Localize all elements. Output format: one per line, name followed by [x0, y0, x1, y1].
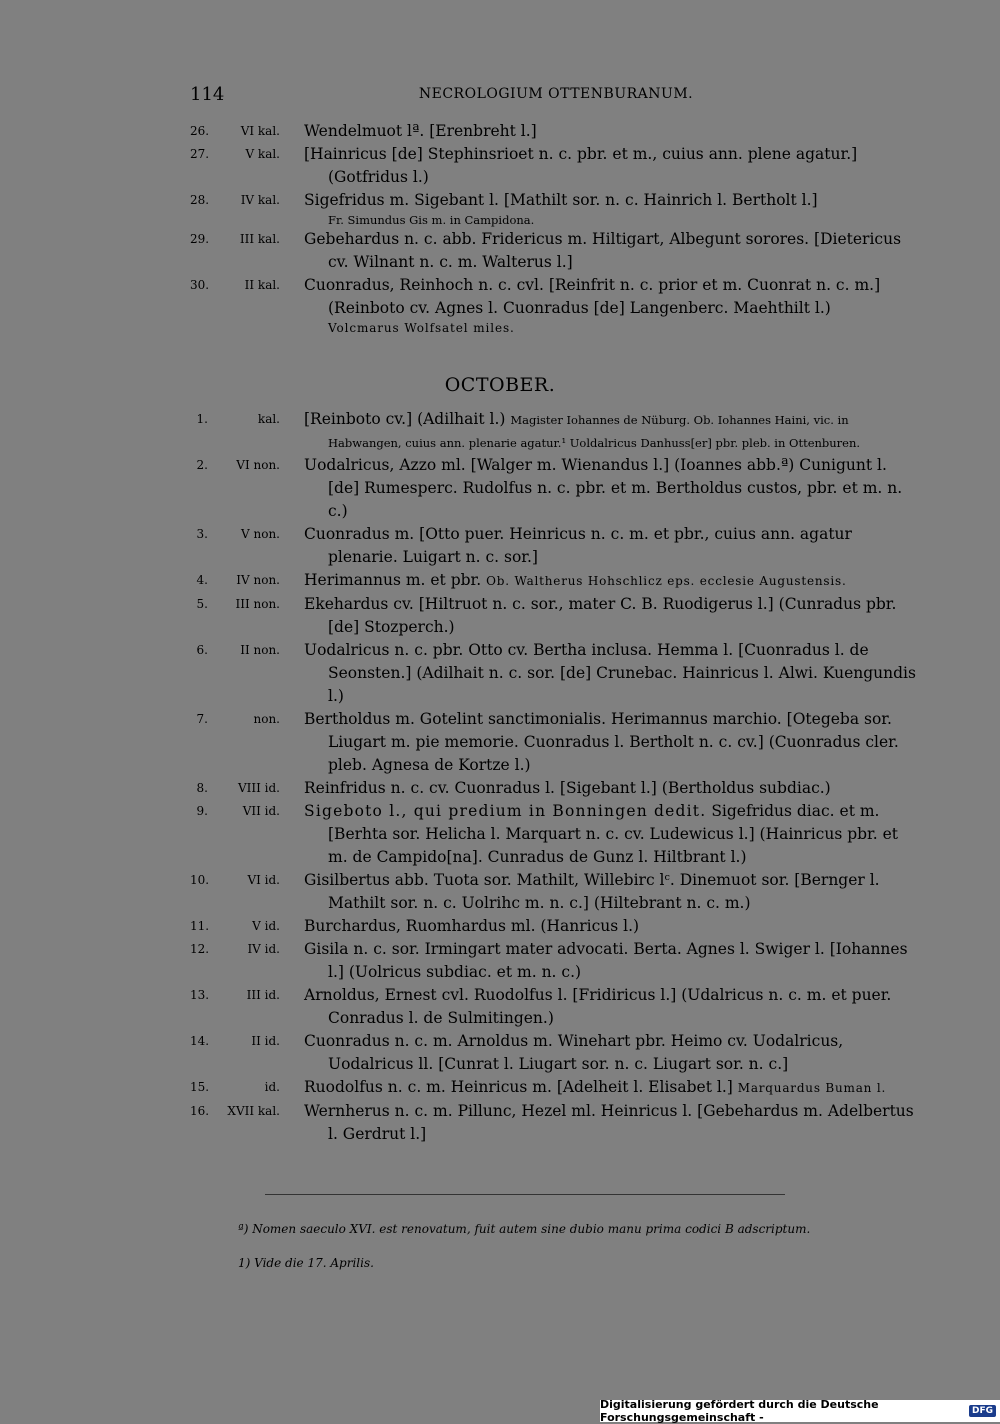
entry-day: 29.	[190, 232, 210, 246]
entry-date: VIII id.	[237, 781, 280, 795]
entry-main: [Reinboto cv.] (Adilhait l.)	[304, 410, 506, 428]
entry-day: 8.	[196, 781, 208, 795]
entry-date: IV id.	[247, 942, 280, 956]
entry-text: Sigefridus m. Sigebant l. [Mathilt sor. n. c. Hainrich l. Bertholt l.]	[304, 191, 818, 209]
entry-text: Burchardus, Ruomhardus ml. (Hanricus l.)	[304, 917, 640, 935]
entry-main: Sigefridus diac. et m. [Berhta sor. Helicha l. Marquart n. c. cv. Ludewicus l.] (Hainricus pbr. et m. de Campido[na]. Cunradus de Gunz l. Hiltbrant l.)	[328, 802, 899, 866]
entry-date: IV kal.	[240, 193, 280, 207]
running-title: NECROLOGIUM OTTENBURANUM.	[418, 86, 694, 102]
footnote-divider	[265, 1194, 785, 1195]
entry-text: [Hainricus [de] Stephinsrioet n. c. pbr. et m., cuius ann. plene agatur.] (Gotfridus l.)	[304, 145, 858, 186]
section-title: OCTOBER.	[444, 374, 556, 396]
entry-day: 14.	[190, 1034, 210, 1048]
entry-date: VI id.	[247, 873, 280, 887]
list-item	[190, 1076, 930, 1100]
entry-day: 2.	[196, 458, 208, 472]
entry-text	[304, 1076, 922, 1100]
entry-text: Uodalricus n. c. pbr. Otto cv. Bertha inclusa. Hemma l. [Cuonradus l. de Seonsten.] (Adilhait n. c. sor. [de] Crunebac. Hainricus l. Alwi. Kuengundis l.)	[304, 641, 916, 705]
entry-text: Reinfridus n. c. cv. Cuonradus l. [Sigebant l.] (Bertholdus subdiac.)	[304, 779, 831, 797]
dfg-logo: DFG	[969, 1405, 996, 1417]
entry-date: II non.	[240, 643, 280, 657]
entry-text: Cuonradus m. [Otto puer. Heinricus n. c. m. et pbr., cuius ann. agatur plenarie. Luigart n. c. sor.]	[304, 525, 852, 566]
list-item	[190, 938, 930, 984]
list-item	[190, 189, 930, 228]
entry-day: 3.	[196, 527, 208, 541]
entry-note: Magister Iohannes de Nüburg. Ob. Iohannes Haini, vic. in Habwangen, cuius ann. plenarie agatur.¹ Uoldalricus Danhuss[er] pbr. pleb. in Ottenburen.	[328, 413, 861, 450]
list-item	[190, 120, 930, 143]
entry-text: Uodalricus, Azzo ml. [Walger m. Wienandus l.] (Ioannes abb.ª) Cunigunt l. [de] Rumesperc. Rudolfus n. c. pbr. et m. Bertholdus custos, pbr. et m. n. c.)	[304, 456, 903, 520]
entry-date: II kal.	[244, 278, 280, 292]
entry-day: 1.	[196, 412, 208, 426]
entry-date: XVII kal.	[227, 1104, 280, 1118]
entry-day: 6.	[196, 643, 208, 657]
entry-text: Cuonradus, Reinhoch n. c. cvl. [Reinfrit n. c. prior et m. Cuonrat n. c. m.] (Reinboto cv. Agnes l. Cuonradus [de] Langenberc. Maehthilt l.)	[304, 276, 881, 317]
list-item	[190, 800, 930, 869]
entry-main: Ruodolfus n. c. m. Heinricus m. [Adelheit l. Elisabet l.]	[304, 1078, 733, 1096]
entry-text: Bertholdus m. Gotelint sanctimonialis. Herimannus marchio. [Otegeba sor. Liugart m. pie memorie. Cuonradus l. Bertholt n. c. cv.] (Cuonradus cler. pleb. Agnesa de Kortze l.)	[304, 710, 899, 774]
entry-day: 13.	[190, 988, 210, 1002]
list-item	[190, 869, 930, 915]
entry-day: 15.	[190, 1080, 210, 1094]
entry-main: Herimannus m. et pbr.	[304, 571, 482, 589]
entry-date: III kal.	[239, 232, 280, 246]
entry-date: VI kal.	[240, 124, 280, 138]
entry-date: VI non.	[236, 458, 280, 472]
september-entries	[190, 120, 930, 336]
list-item	[190, 639, 930, 708]
entry-day: 7.	[196, 712, 208, 726]
entry-date: V kal.	[245, 147, 280, 161]
list-item	[190, 454, 930, 523]
entry-day: 11.	[190, 919, 210, 933]
entry-date: non.	[253, 712, 280, 726]
entry-note: Volcmarus Wolfsatel miles.	[328, 321, 515, 335]
page-number: 114	[190, 84, 225, 105]
entry-date: IV non.	[236, 573, 280, 587]
list-item	[190, 523, 930, 569]
funding-banner	[600, 1400, 1000, 1422]
entry-day: 28.	[190, 193, 210, 207]
entry-note: Ob. Waltherus Hohschlicz eps. ecclesie Augustensis.	[486, 574, 847, 588]
entry-date: kal.	[257, 412, 280, 426]
entry-spaced: Sigeboto l., qui predium in Bonningen dedit.	[304, 802, 707, 820]
entry-date: V non.	[241, 527, 280, 541]
entry-date: V id.	[252, 919, 280, 933]
list-item	[190, 569, 930, 593]
entry-text: Wernherus n. c. m. Pillunc, Hezel ml. Heinricus l. [Gebehardus m. Adelbertus l. Gerdrut l.]	[304, 1102, 914, 1143]
entry-day: 5.	[196, 597, 208, 611]
entry-date: id.	[264, 1080, 280, 1094]
entry-text: Arnoldus, Ernest cvl. Ruodolfus l. [Fridiricus l.] (Udalricus n. c. m. et puer. Conradus l. de Sulmitingen.)	[304, 986, 892, 1027]
list-item	[190, 274, 930, 336]
entry-day: 9.	[196, 804, 208, 818]
entry-day: 12.	[190, 942, 210, 956]
list-item	[190, 408, 930, 454]
list-item	[190, 984, 930, 1030]
entry-text	[304, 800, 922, 869]
entry-text: Gisila n. c. sor. Irmingart mater advocati. Berta. Agnes l. Swiger l. [Iohannes l.] (Uolricus subdiac. et m. n. c.)	[304, 940, 908, 981]
entry-date: II id.	[251, 1034, 280, 1048]
entry-text: Gisilbertus abb. Tuota sor. Mathilt, Willebirc lᶜ. Dinemuot sor. [Bernger l. Mathilt sor. n. c. Uolrihc m. n. c.] (Hiltebrant n. c. m.)	[304, 871, 880, 912]
entry-note: Marquardus Buman l.	[737, 1081, 887, 1095]
list-item	[190, 915, 930, 938]
list-item	[190, 593, 930, 639]
entry-day: 10.	[190, 873, 210, 887]
entry-date: III id.	[246, 988, 280, 1002]
entry-day: 27.	[190, 147, 210, 161]
entry-text: Wendelmuot lª. [Erenbreht l.]	[304, 122, 537, 140]
footnote-a: ª) Nomen saeculo XVI. est renovatum, fuit autem sine dubio manu prima codici B adscriptum.	[238, 1222, 811, 1236]
october-entries	[190, 408, 930, 1146]
entry-text: Ekehardus cv. [Hiltruot n. c. sor., mater C. B. Ruodigerus l.] (Cunradus pbr. [de] Stozperch.)	[304, 595, 897, 636]
footnote-1: 1) Vide die 17. Aprilis.	[238, 1256, 374, 1270]
entry-date: III non.	[235, 597, 280, 611]
list-item	[190, 1100, 930, 1146]
entry-text: Gebehardus n. c. abb. Fridericus m. Hiltigart, Albegunt sorores. [Dietericus cv. Wilnant n. c. m. Walterus l.]	[304, 230, 902, 271]
entry-note: Fr. Simundus Gis m. in Campidona.	[328, 213, 535, 227]
list-item	[190, 228, 930, 274]
list-item	[190, 143, 930, 189]
entry-day: 4.	[196, 573, 208, 587]
list-item	[190, 1030, 930, 1076]
entry-day: 30.	[190, 278, 210, 292]
funding-text: Digitalisierung gefördert durch die Deutsche Forschungsgemeinschaft -	[600, 1398, 879, 1424]
page-header	[190, 84, 922, 108]
entry-date: VII id.	[242, 804, 280, 818]
list-item	[190, 708, 930, 777]
list-item	[190, 777, 930, 800]
entry-day: 26.	[190, 124, 210, 138]
entry-text	[304, 569, 922, 593]
entry-text	[304, 408, 922, 454]
entry-day: 16.	[190, 1104, 210, 1118]
entry-text: Cuonradus n. c. m. Arnoldus m. Winehart pbr. Heimo cv. Uodalricus, Uodalricus ll. [Cunrat l. Liugart sor. n. c. Liugart sor. n. c.]	[304, 1032, 844, 1073]
